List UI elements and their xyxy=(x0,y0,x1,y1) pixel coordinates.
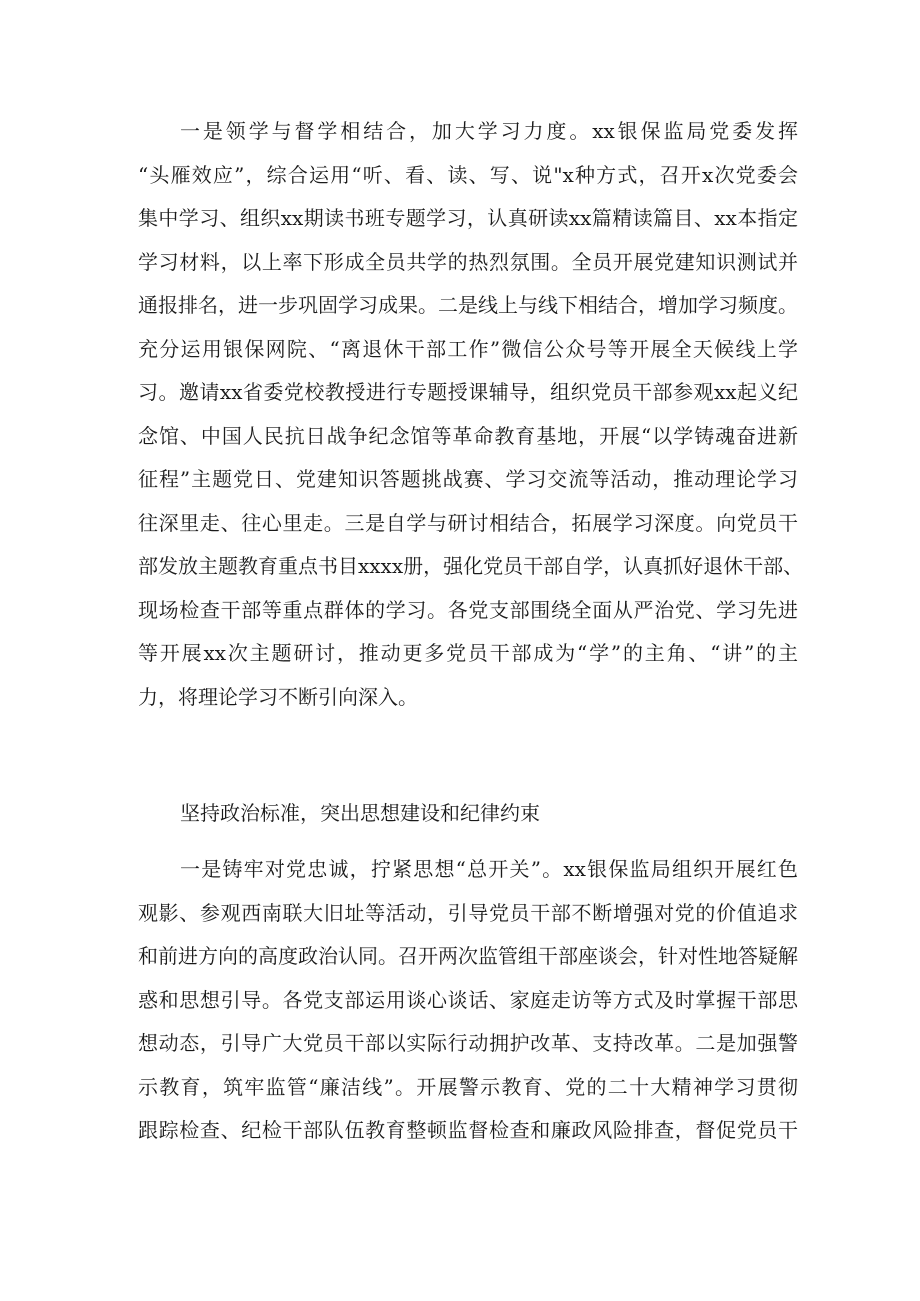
paragraph-line: 念馆、中国人民抗日战争纪念馆等革命教育基地，开展“以学铸魂奋进新 xyxy=(138,423,798,448)
paragraph-line: 力，将理论学习不断引向深入。 xyxy=(138,684,418,709)
paragraph-line: 等开展xx次主题研讨，推动更多党员干部成为“学”的主角、“讲”的主 xyxy=(138,641,798,665)
paragraph-line: 学习材料，以上率下形成全员共学的热烈氛围。全员开展党建知识测试并 xyxy=(138,249,798,274)
paragraph-line: 习。邀请xx省委党校教授进行专题授课辅导，组织党员干部参观xx起义纪 xyxy=(138,380,798,404)
section-heading-text: 坚持政治标准，突出思想建设和纪律约束 xyxy=(180,801,540,825)
paragraph-line: 惑和思想引导。各党支部运用谈心谈话、家庭走访等方式及时掌握干部思 xyxy=(138,987,798,1012)
paragraph-line: 通报排名，进一步巩固学习成果。二是线上与线下相结合，增加学习频度。 xyxy=(138,293,798,317)
paragraph-line: 一是领学与督学相结合，加大学习力度。xx银保监局党委发挥 xyxy=(180,119,798,143)
paragraph-line: 征程”主题党日、党建知识答题挑战赛、学习交流等活动，推动理论学习 xyxy=(138,467,798,491)
paragraph-line: 充分运用银保网院、“离退休干部工作”微信公众号等开展全天候线上学 xyxy=(138,336,798,361)
paragraph-line: 示教育，筑牢监管“廉洁线”。开展警示教育、党的二十大精神学习贯彻 xyxy=(138,1074,798,1099)
paragraph-discipline xyxy=(138,848,798,1153)
paragraph-line: 部发放主题教育重点书目xxxx册，强化党员干部自学，认真抓好退休干部、 xyxy=(138,554,804,578)
paragraph-line: 现场检查干部等重点群体的学习。各党支部围绕全面从严治党、学习先进 xyxy=(138,597,798,622)
paragraph-line: 观影、参观西南联大旧址等活动，引导党员干部不断增强对党的价值追求 xyxy=(138,900,798,925)
section-heading xyxy=(138,792,798,836)
paragraph-line: 和前进方向的高度政治认同。召开两次监管组干部座谈会，针对性地答疑解 xyxy=(138,944,798,968)
paragraph-line: 集中学习、组织xx期读书班专题学习，认真研读xx篇精读篇目、xx本指定 xyxy=(138,206,798,230)
paragraph-line: 一是铸牢对党忠诚，拧紧思想“总开关”。xx银保监局组织开展红色 xyxy=(180,857,798,881)
paragraph-study xyxy=(138,110,804,719)
paragraph-line: 想动态，引导广大党员干部以实际行动拥护改革、支持改革。二是加强警 xyxy=(138,1031,798,1055)
paragraph-line: 跟踪检查、纪检干部队伍教育整顿监督检查和廉政风险排查，督促党员干 xyxy=(138,1118,798,1142)
paragraph-line: “头雁效应”，综合运用“听、看、读、写、说"x种方式，召开x次党委会 xyxy=(138,162,798,187)
paragraph-line: 往深里走、往心里走。三是自学与研讨相结合，拓展学习深度。向党员干 xyxy=(138,510,798,535)
